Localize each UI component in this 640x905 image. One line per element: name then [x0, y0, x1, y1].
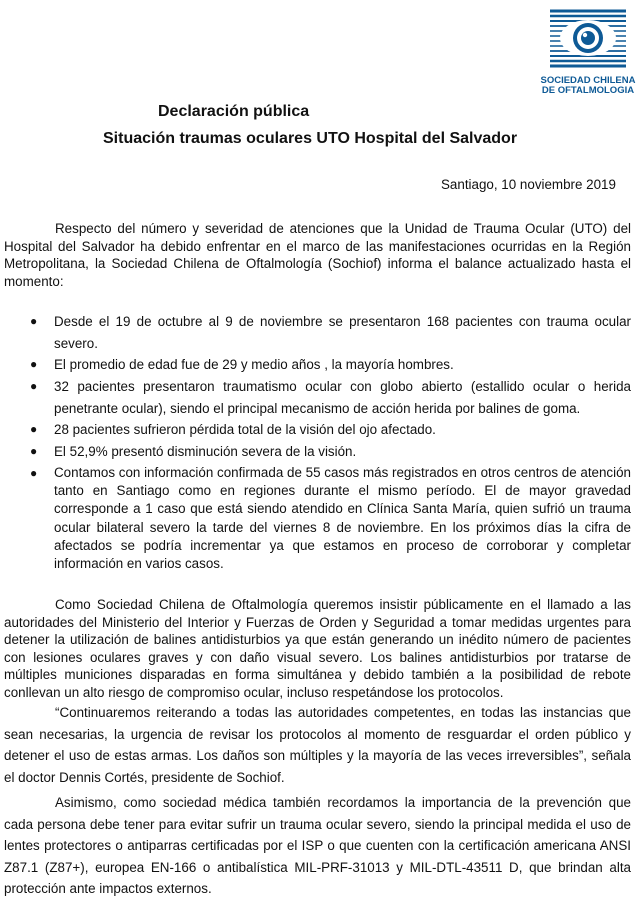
body-paragraph: Como Sociedad Chilena de Oftalmología queremos insistir públicamente en el llamado a las autoridades del Ministerio del Interior y Fuerzas de Orden y Seguridad a tomar medidas urgentes para detener la utilización de balines antidisturbios ya que están generando un inédito número de pacientes con lesiones oculares graves y con daño visual severo. Los balines antidisturbios por tratarse de múltiples municiones disparadas en forma simultánea y debido también a la posibilidad de rebote conllevan un alto riesgo de compromiso ocular, incluso respetándose los protocolos.: [4, 597, 631, 700]
logo-line-1: SOCIEDAD CHILENA: [540, 75, 636, 86]
bullet-dot-icon: ●: [30, 357, 38, 371]
eye-rings-emblem: [546, 8, 630, 70]
bullet-item: ● Desde el 19 de octubre al 9 de noviembre se presentaron 168 pacientes con trauma ocular severo.: [30, 311, 631, 354]
bullet-dot-icon: ●: [30, 466, 38, 480]
bullet-item: ● 32 pacientes presentaron traumatismo ocular con globo abierto (estallido ocular o herida penetrante ocular), siendo el principal mecanismo de acción herida por balines de goma.: [30, 376, 631, 419]
bullet-item: ● El 52,9% presentó disminución severa de la visión.: [30, 441, 631, 463]
bullet-item: ● Contamos con información confirmada de 55 casos más registrados en otros centros de atención tanto en Santiago como en regiones durante el mismo período. El de mayor gravedad corresponde a 1 caso que está siendo atendido en Clínica Santa María, quien sufrió un trauma ocular bilateral severo la tarde del viernes 8 de noviembre. En los próximos días la cifra de afectados se podría incrementar ya que estamos en proceso de corroborar y completar información en varios casos.: [30, 465, 631, 572]
document-date: Santiago, 10 noviembre 2019: [441, 177, 616, 192]
bullet-dot-icon: ●: [30, 314, 38, 328]
intro-paragraph: Respecto del número y severidad de atenciones que la Unidad de Trauma Ocular (UTO) del Hospital del Salvador ha debido enfrentar en el marco de las manifestaciones ocurridas en la Región Metropolitana, la Sociedad Chilena de Oftalmología (Sochiof) informa el balance actualizado hasta el momento:: [4, 221, 631, 289]
bullet-dot-icon: ●: [30, 444, 38, 458]
bullet-item: ● 28 pacientes sufrieron pérdida total de la visión del ojo afectado.: [30, 419, 631, 441]
bullet-item: ● El promedio de edad fue de 29 y medio años , la mayoría hombres.: [30, 354, 631, 376]
body-paragraph: Asimismo, como sociedad médica también recordamos la importancia de la prevención que cada persona debe tener para evitar sufrir un trauma ocular severo, siendo la principal medida el uso de lentes protectores o antiparras certificadas por el ISP o que cuenten con la certificación americana ANSI Z87.1 (Z87+), europea EN-166 o antibalística MIL-PRF-31013 y MIL-DTL-43511 D, que brindan alta protección ante impactos externos.: [4, 795, 631, 896]
bullet-dot-icon: ●: [30, 379, 38, 393]
document-title: Declaración pública: [158, 103, 310, 120]
bullet-dot-icon: ●: [30, 422, 38, 436]
logo-line-2: DE OFTALMOLOGIA: [541, 85, 635, 96]
quote-paragraph: “Continuaremos reiterando a todas las autoridades competentes, en todas las instancias que sean necesarias, la urgencia de revisar los protocolos al momento de resguardar el orden público y detener el uso de estas armas. Los daños son múltiples y la mayoría de las veces irreversibles”, señala el doctor Dennis Cortés, presidente de Sochiof.: [4, 705, 631, 785]
sochiof-logo: [540, 8, 636, 96]
document-subtitle: Situación traumas oculares UTO Hospital del Salvador: [103, 130, 518, 147]
